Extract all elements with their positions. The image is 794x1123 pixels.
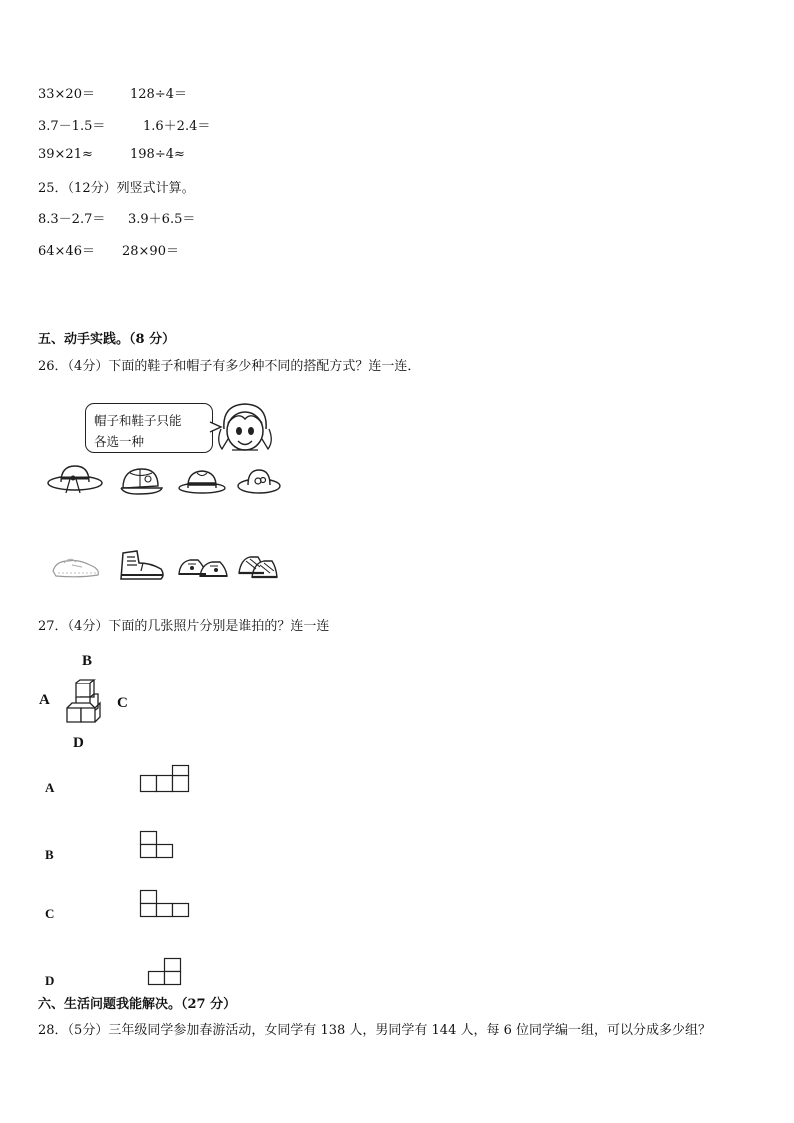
wide-brim-bow-hat-icon — [46, 461, 104, 495]
position-a: A — [39, 692, 50, 708]
view-label-b: B — [45, 847, 54, 862]
girl-face-icon — [214, 399, 276, 459]
striped-sneaker-pair-icon — [236, 549, 280, 583]
q28-text: 28．（5分）三年级同学参加春游活动，女同学有 138 人，男同学有 144 人，每 6 位同学编一组，可以分成多少组？ — [38, 1023, 712, 1038]
fedora-hat-icon — [177, 466, 227, 496]
section5-title: 五、动手实践。（8 分） — [38, 332, 176, 347]
bubble-line-1: 帽子和鞋子只能 — [94, 413, 182, 428]
calc-1a: 33×20＝ — [38, 87, 95, 102]
q27-title: 27．（4分）下面的几张照片分别是谁拍的？连一连 — [38, 619, 330, 634]
calc-2b: 1.6＋2.4＝ — [143, 119, 211, 134]
view-label-a: A — [45, 780, 55, 795]
cube-stack-icon — [64, 680, 104, 724]
high-top-boot-icon — [117, 547, 167, 583]
q26-title: 26．（4分）下面的鞋子和帽子有多少种不同的搭配方式？连一连． — [38, 359, 421, 374]
section6-title: 六、生活问题我能解决。（27 分） — [38, 997, 237, 1012]
view-a-shape — [140, 765, 190, 793]
sneaker-pair-icon — [176, 550, 230, 582]
q25-2b: 28×90＝ — [122, 244, 179, 259]
calc-2a: 3.7－1.5＝ — [38, 119, 106, 134]
calc-3b: 198÷4≈ — [130, 147, 185, 162]
slipper-shoe-icon — [50, 553, 102, 581]
position-c: C — [117, 695, 128, 711]
view-c-shape — [140, 890, 192, 918]
q25-1b: 3.9＋6.5＝ — [128, 212, 196, 227]
q25-1a: 8.3－2.7＝ — [38, 212, 106, 227]
view-d-shape — [147, 958, 183, 988]
position-d: D — [73, 735, 84, 751]
speech-bubble — [85, 403, 213, 453]
baseball-cap-icon — [118, 464, 164, 496]
calc-3a: 39×21≈ — [38, 147, 93, 162]
position-b: B — [82, 653, 93, 669]
calc-1b: 128÷4＝ — [130, 87, 187, 102]
bubble-line-2: 各选一种 — [94, 434, 145, 449]
q25-title: 25．（12分）列竖式计算。 — [38, 181, 195, 196]
view-label-c: C — [45, 906, 55, 921]
q25-2a: 64×46＝ — [38, 244, 95, 259]
flower-sun-hat-icon — [236, 464, 282, 496]
view-label-d: D — [45, 973, 55, 988]
view-b-shape — [140, 831, 174, 859]
